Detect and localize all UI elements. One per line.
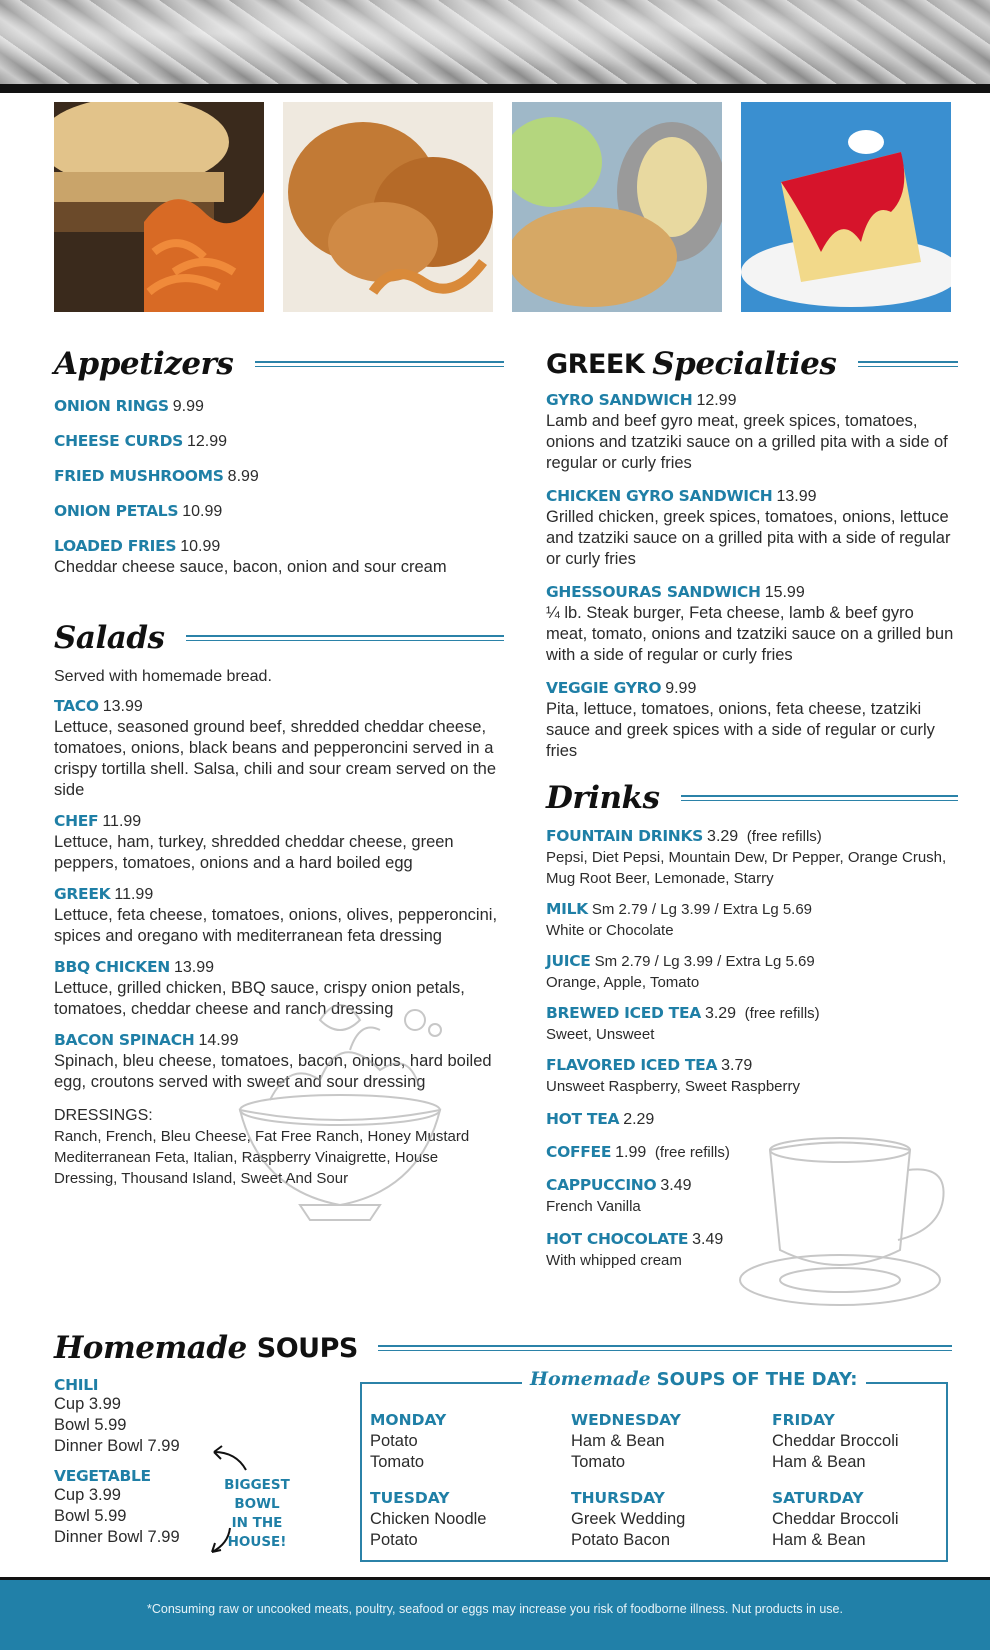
menu-item: FLAVORED ICED TEA 3.79 Unsweet Raspberry, Sweet Raspberry (546, 1056, 800, 1095)
menu-item: CAPPUCCINO 3.49 French Vanilla (546, 1176, 692, 1215)
greek-title-caps: GREEK (546, 348, 645, 380)
menu-item: MILK Sm 2.79 / Lg 3.99 / Extra Lg 5.69 White or Chocolate (546, 900, 813, 939)
greek-header (546, 342, 958, 386)
appetizers-list (54, 396, 504, 578)
appetizers-rule (255, 361, 504, 367)
burger-fries-photo (54, 102, 264, 312)
salad-bowl-sketch (200, 960, 480, 1240)
soups-title-script: Homemade (54, 1330, 247, 1366)
menu-item: TACO 13.99 Lettuce, seasoned ground beef, shredded cheddar cheese, tomatoes, onions, black beans and pepperoncini served in a crispy tortilla shell. Salsa, chili and sour cream served on the side (54, 697, 497, 799)
menu-item: JUICE Sm 2.79 / Lg 3.99 / Extra Lg 5.69 Orange, Apple, Tomato (546, 952, 815, 991)
menu-item: FOUNTAIN DRINKS 3.29 (free refills) Pepsi, Diet Pepsi, Mountain Dew, Dr Pepper, Orange Crush, Mug Root Beer, Lemonade, Starry (546, 827, 947, 887)
appetizers-header (54, 342, 504, 386)
fried-chicken-photo (283, 102, 493, 312)
day-saturday: SATURDAY Cheddar Broccoli Ham & Bean (772, 1489, 899, 1549)
greek-list (546, 390, 958, 762)
salads-title: Salads (54, 620, 165, 656)
greek-rule (858, 361, 958, 367)
dressings-list: Ranch, French, Bleu Cheese, Fat Free Ranch, Honey Mustard Mediterranean Feta, Italian, Raspberry Vinaigrette, House Dressing, Thousand Island, Sweet And Sour (54, 1128, 470, 1187)
drinks-header (546, 776, 958, 820)
salads-note: Served with homemade bread. (54, 668, 272, 685)
fish-potato-photo (512, 102, 722, 312)
menu-item: LOADED FRIES 10.99 Cheddar cheese sauce, bacon, onion and sour cream (54, 537, 447, 576)
greek-title-script: Specialties (652, 346, 837, 382)
menu-item: GREEK 11.99 Lettuce, feta cheese, tomatoes, onions, olives, pepperoncini, spices and oregano with mediterranean feta dressing (54, 885, 498, 945)
day-thursday: THURSDAY Greek Wedding Potato Bacon (571, 1489, 686, 1549)
menu-item: VEGGIE GYRO 9.99 Pita, lettuce, tomatoes, onions, feta cheese, tzatziki sauce and greek spices with a side of regular or curly fries (546, 679, 935, 760)
day-monday: MONDAY Potato Tomato (370, 1411, 447, 1471)
menu-item: CHEESE CURDS 12.99 (54, 432, 228, 450)
soups-title-caps: SOUPS (256, 1332, 358, 1364)
menu-item: CHEF 11.99 Lettuce, ham, turkey, shredded cheddar cheese, green peppers, tomatoes, onions and a hard boiled egg (54, 812, 454, 872)
arrow-icons (206, 1440, 256, 1560)
footer-disclaimer: *Consuming raw or uncooked meats, poultry, seafood or eggs may increase you risk of foodborne illness. Nut products in use. (147, 1602, 843, 1616)
salads-header (54, 616, 504, 660)
menu-item: ONION RINGS 9.99 (54, 397, 204, 415)
day-tuesday: TUESDAY Chicken Noodle Potato (370, 1489, 487, 1549)
drinks-rule (681, 795, 958, 801)
menu-item: CHICKEN GYRO SANDWICH 13.99 Grilled chicken, greek spices, tomatoes, onions, lettuce and tzatziki sauce on a grilled pita with a side of regular or curly fries (546, 487, 951, 568)
chili-name: CHILI (54, 1376, 99, 1394)
salads-rule (186, 635, 504, 641)
cheesecake-photo (741, 102, 951, 312)
menu-item: BACON SPINACH 14.99 Spinach, bleu cheese, tomatoes, bacon, onions, hard boiled egg, croutons served with sweet and sour dressing (54, 1031, 492, 1091)
menu-item: HOT CHOCOLATE 3.49 With whipped cream (546, 1230, 724, 1269)
menu-item: FRIED MUSHROOMS 8.99 (54, 467, 259, 485)
header-divider (0, 84, 990, 93)
menu-item: BREWED ICED TEA 3.29 (free refills) Sweet, Unsweet (546, 1004, 820, 1043)
soups-of-the-day-box (360, 1368, 948, 1562)
day-wednesday: WEDNESDAY Ham & Bean Tomato (571, 1411, 681, 1471)
biggest-bowl-callout: BIGGEST BOWL IN THE HOUSE! (224, 1477, 290, 1550)
soups-rule (378, 1345, 952, 1351)
soups-of-the-day-title: Homemade SOUPS OF THE DAY: (522, 1368, 866, 1390)
menu-item: COFFEE 1.99 (free refills) (546, 1143, 730, 1161)
day-friday: FRIDAY Cheddar Broccoli Ham & Bean (772, 1411, 899, 1471)
menu-item: ONION PETALS 10.99 (54, 502, 223, 520)
menu-item: GHESSOURAS SANDWICH 15.99 ¼ lb. Steak burger, Feta cheese, lamb & beef gyro meat, tomato, onions and tzatziki sauce on a grilled bun with a side of regular or curly fries (546, 583, 954, 664)
coffee-cup-sketch (730, 1130, 970, 1310)
menu-item: GYRO SANDWICH 12.99 Lamb and beef gyro meat, greek spices, tomatoes, onions and tzatziki sauce on a grilled pita with a side of regular or curly fries (546, 391, 948, 472)
soups-list: CHILI Cup 3.99 Bowl 5.99 Dinner Bowl 7.99 VEGETABLE Cup 3.99 Bowl 5.99 Dinner Bowl 7.99 (54, 1376, 334, 1548)
vegetable-name: VEGETABLE (54, 1467, 151, 1485)
menu-item: HOT TEA 2.29 (546, 1110, 655, 1128)
drinks-title: Drinks (546, 780, 660, 816)
dressings-label: DRESSINGS: (54, 1107, 153, 1124)
appetizers-title: Appetizers (54, 346, 234, 382)
menu-item: BBQ CHICKEN 13.99 Lettuce, grilled chicken, BBQ sauce, crispy onion petals, tomatoes, cheddar cheese and ranch dressing (54, 958, 465, 1018)
soups-header (54, 1326, 952, 1370)
marble-header-band (0, 0, 990, 84)
